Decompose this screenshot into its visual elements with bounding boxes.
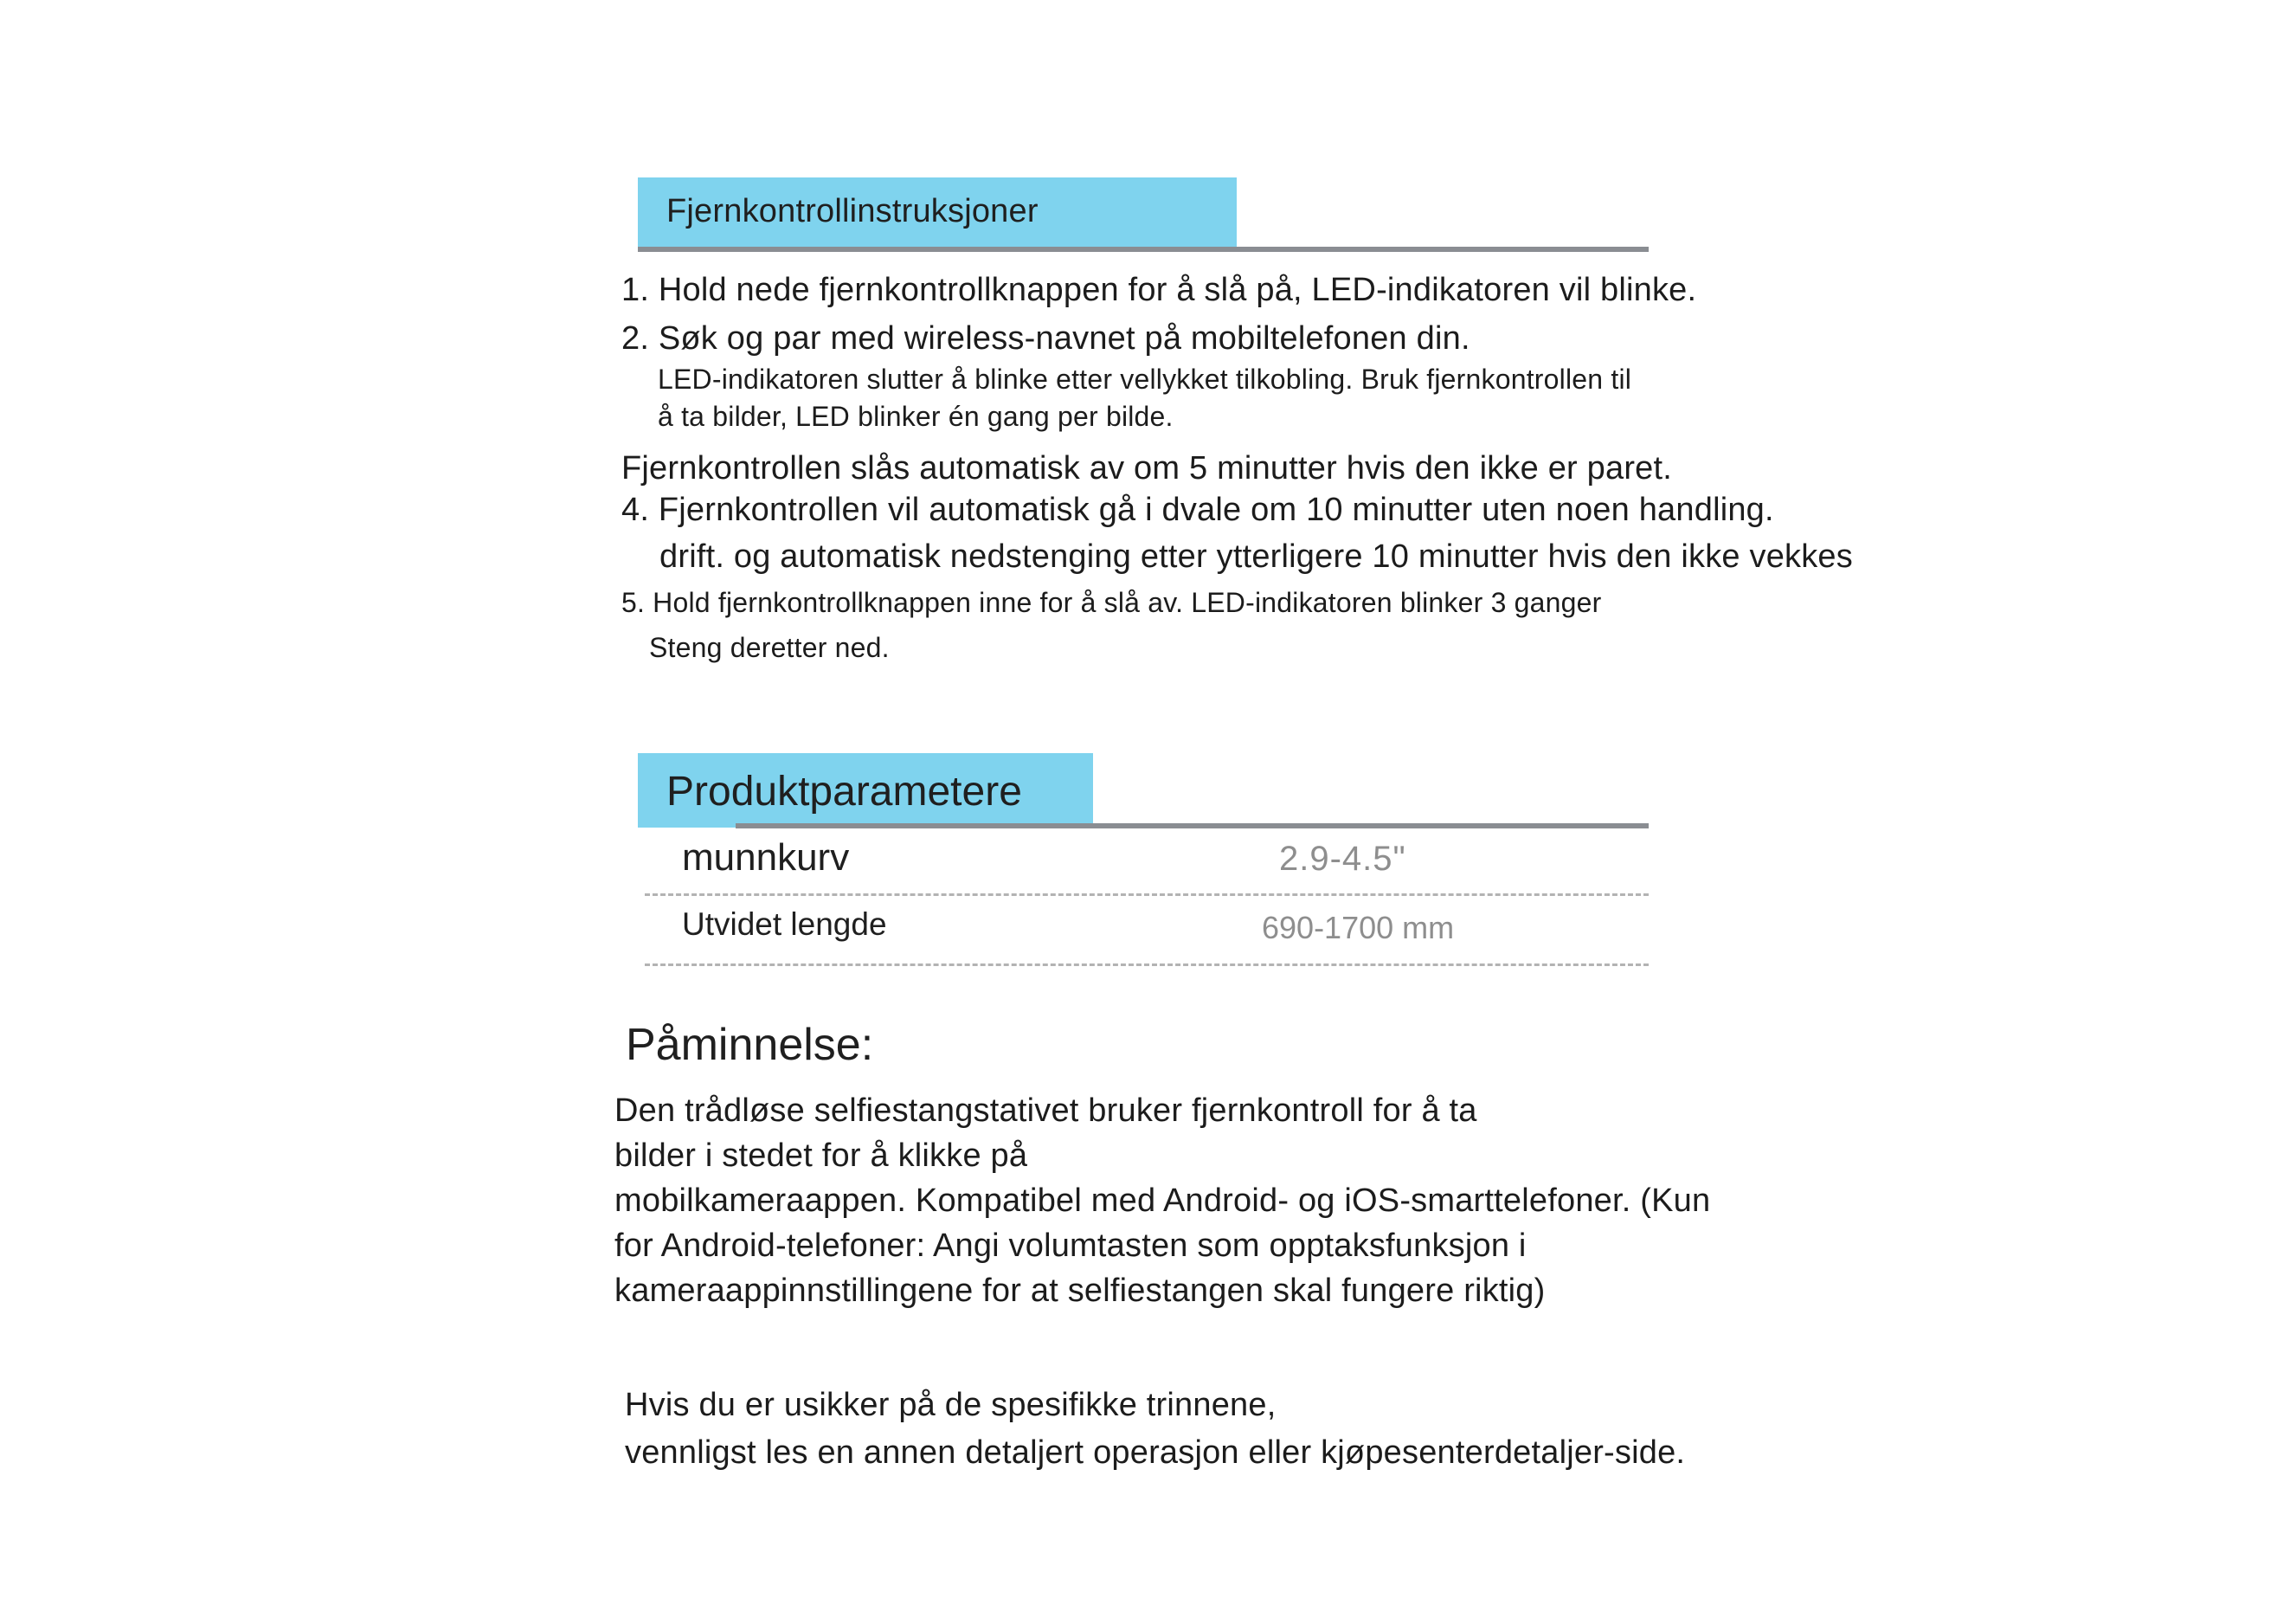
reminder-line-1: Den trådløse selfiestangstativet bruker fjernkontroll for å ta xyxy=(614,1092,1477,1129)
param-value-extended-length: 690-1700 mm xyxy=(1262,910,1455,945)
reminder-line-3: mobilkameraappen. Kompatibel med Android- og iOS-smarttelefoner. (Kun xyxy=(614,1183,1711,1219)
footer-line-1: Hvis du er usikker på de spesifikke trinnene, xyxy=(625,1387,1277,1423)
param-value-muzzle-range: 2.9-4.5" xyxy=(1279,840,1406,878)
footer-line-2: vennligst les en annen detaljert operasjon eller kjøpesenterdetaljer-side. xyxy=(625,1434,1686,1471)
instructions-title: Fjernkontrollinstruksjoner xyxy=(666,193,1039,229)
reminder-line-2: bilder i stedet for å klikke på xyxy=(614,1137,1028,1174)
reminder-title: Påminnelse: xyxy=(626,1020,874,1070)
instruction-item-4-detail: drift. og automatisk nedstenging etter ytterligere 10 minutter hvis den ikke vekkes xyxy=(659,538,1853,575)
instruction-item-3: Fjernkontrollen slås automatisk av om 5 minutter hvis den ikke er paret. xyxy=(621,450,1673,487)
parameters-title: Produktparametere xyxy=(666,769,1022,815)
param-name-muzzle-range: munnkurv xyxy=(682,836,850,879)
param-divider-1 xyxy=(645,893,1649,896)
parameters-header-rule xyxy=(736,823,1649,828)
instruction-item-5: 5. Hold fjernkontrollknappen inne for å slå av. LED-indikatoren blinker 3 ganger xyxy=(621,587,1602,618)
reminder-line-5: kameraappinnstillingene for at selfiestangen skal fungere riktig) xyxy=(614,1273,1546,1309)
param-divider-2 xyxy=(645,963,1649,966)
instruction-item-1: 1. Hold nede fjernkontrollknappen for å slå på, LED-indikatoren vil blinke. xyxy=(621,272,1697,308)
instruction-item-2-detail-2: å ta bilder, LED blinker én gang per bilde. xyxy=(658,401,1174,432)
instructions-header-rule xyxy=(638,247,1649,252)
instruction-item-5-detail: Steng deretter ned. xyxy=(649,632,890,663)
reminder-line-4: for Android-telefoner: Angi volumtasten som opptaksfunksjon i xyxy=(614,1228,1527,1264)
instruction-item-2: 2. Søk og par med wireless-navnet på mobiltelefonen din. xyxy=(621,320,1470,357)
param-name-extended-length: Utvidet lengde xyxy=(682,906,887,942)
instruction-item-4: 4. Fjernkontrollen vil automatisk gå i dvale om 10 minutter uten noen handling. xyxy=(621,492,1774,528)
instruction-item-2-detail-1: LED-indikatoren slutter å blinke etter vellykket tilkobling. Bruk fjernkontrollen til xyxy=(658,364,1632,395)
